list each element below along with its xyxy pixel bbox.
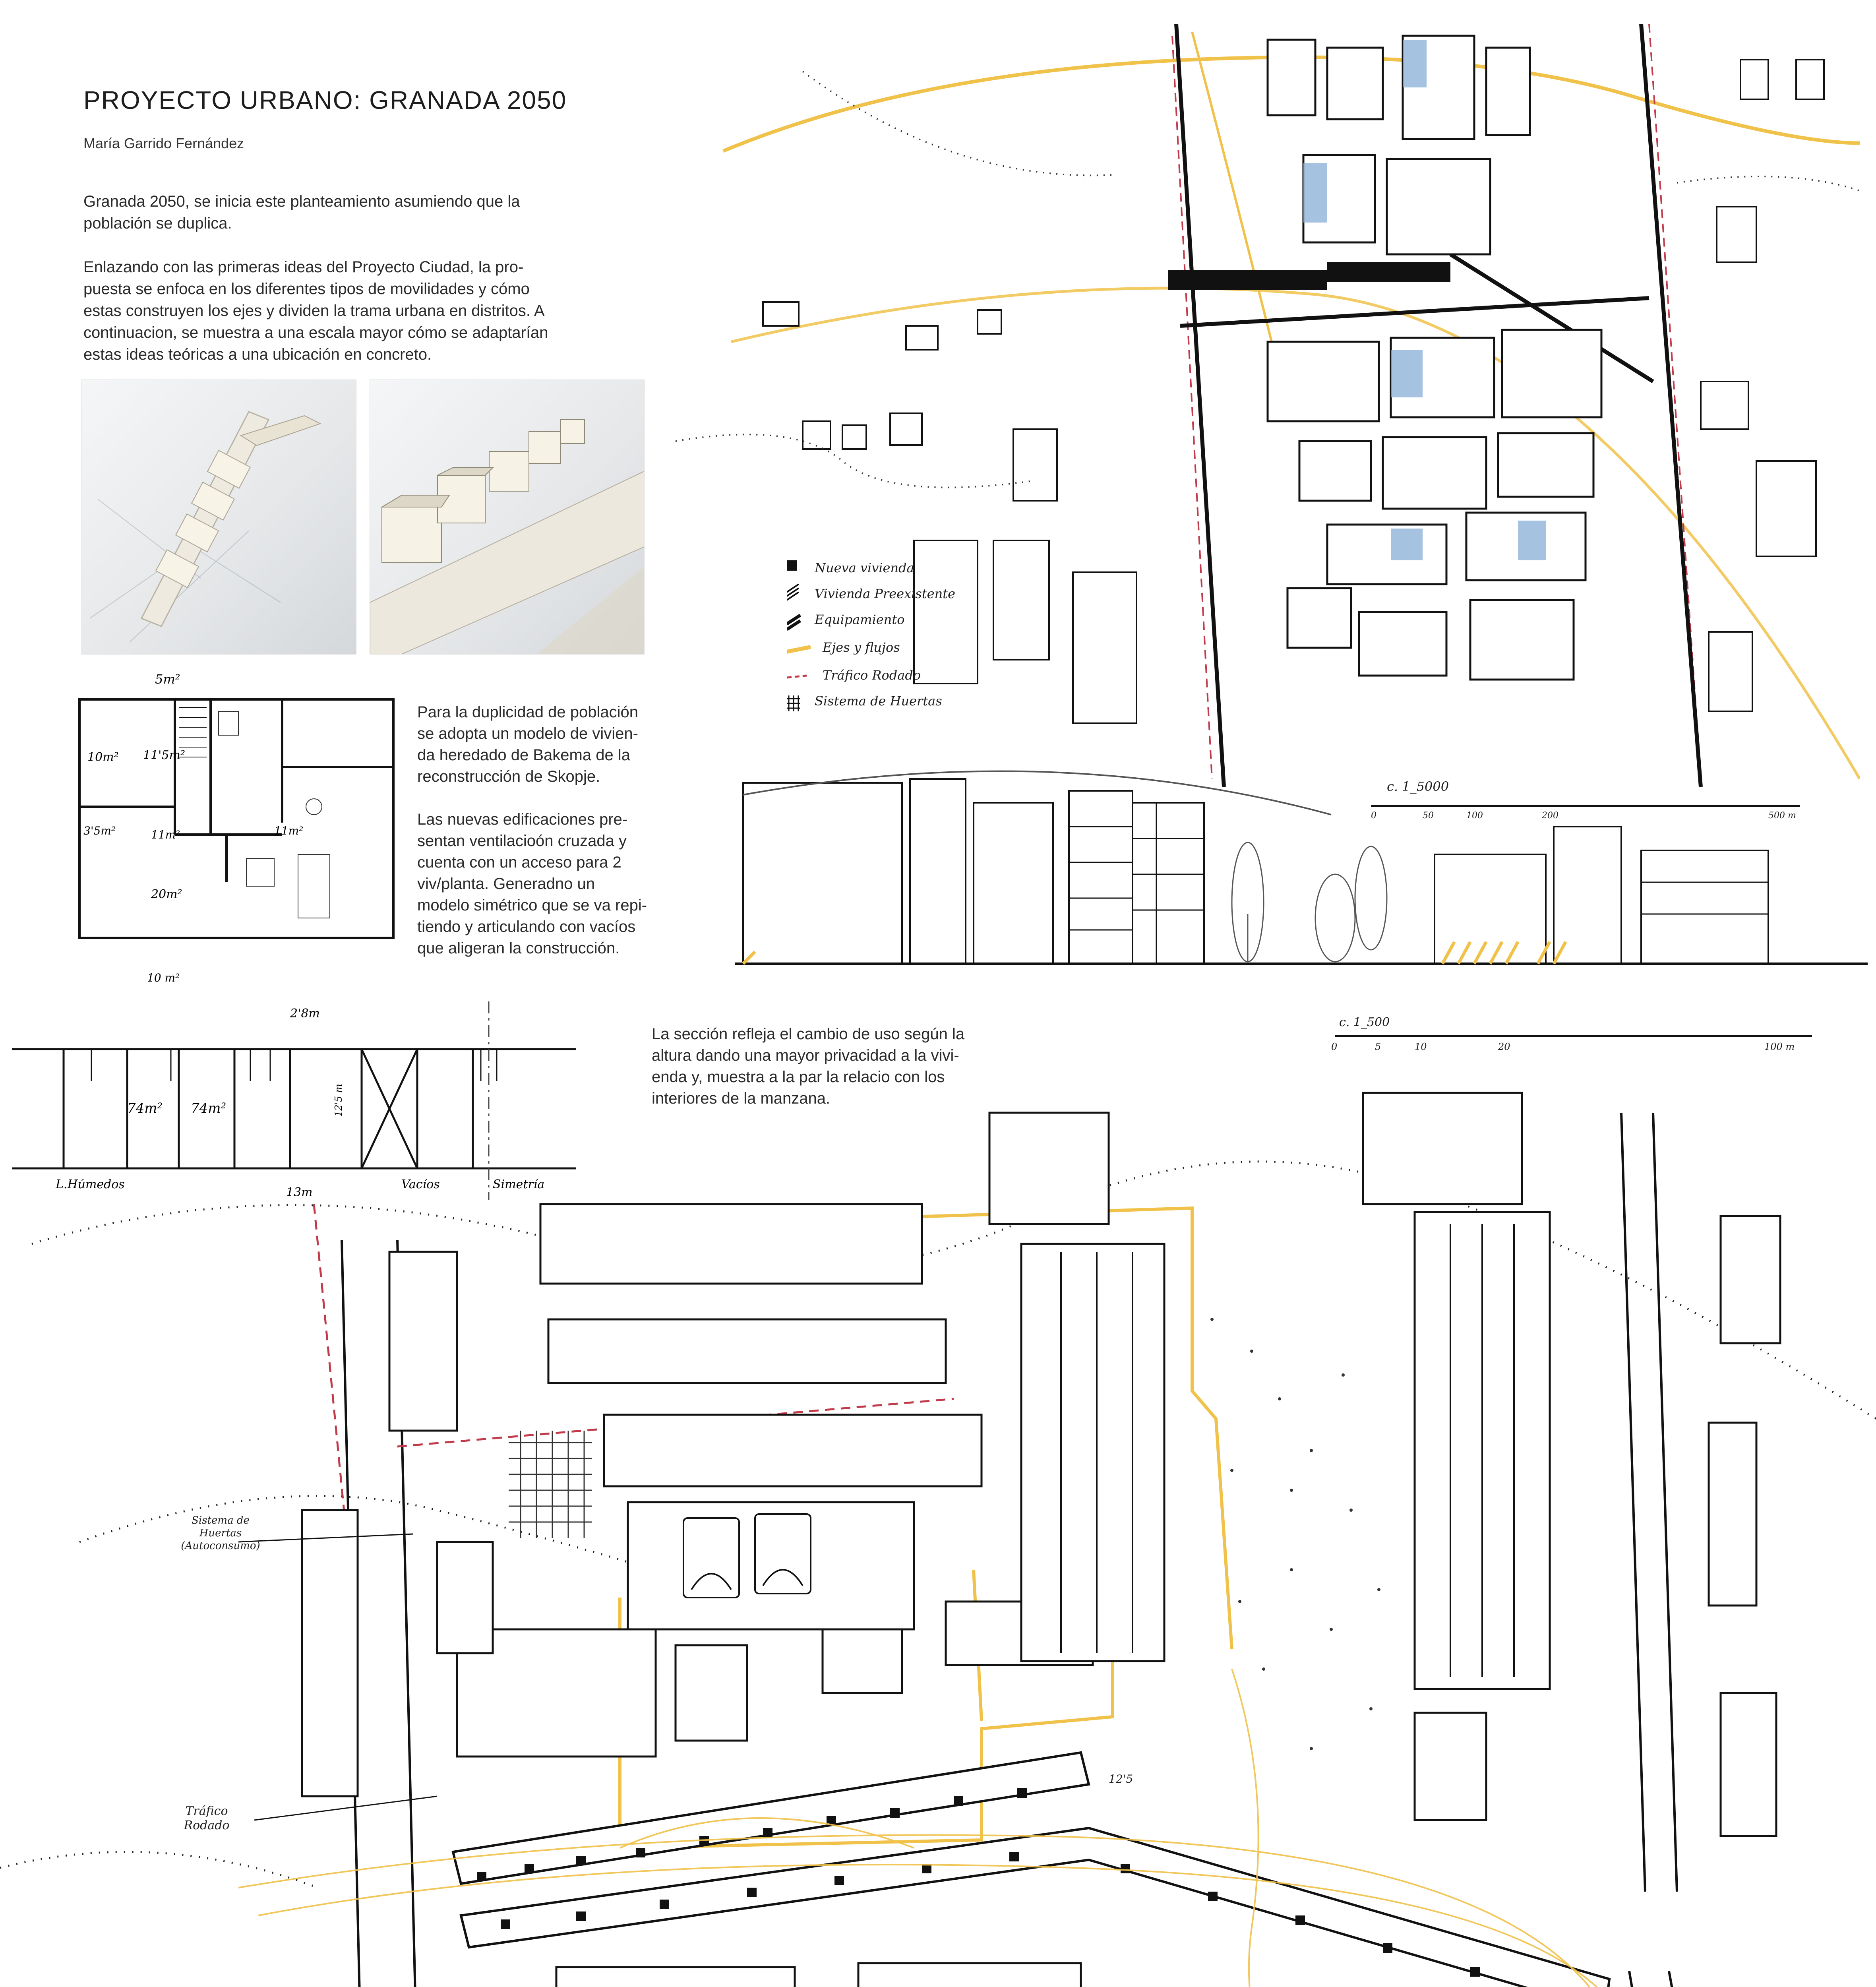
legend-label-3: Equipamiento <box>815 612 905 627</box>
grid-icon <box>787 695 800 711</box>
floorplan-area-4: 11m² <box>151 828 180 841</box>
housing-text: Para la duplicidad de población se adopta un modelo de vivien- da heredado de Bakema de la reconstrucción de Skopje. Las nuevas edificaciones pre- sentan ventilacioón cruzada y cuenta con un acceso para 2 viv/planta. Generadno un modelo simétrico que se va repi- tiendo y articulando con vacíos que aligeran la construcción. <box>417 703 647 957</box>
floorplan-top-dim: 5m² <box>155 672 180 687</box>
floorplan-area-5: 11m² <box>274 824 304 837</box>
red-line-icon <box>787 676 807 678</box>
section-text: La sección refleja el cambio de uso según la altura dando una mayor privacidad a la vivi- enda y, muestra a la par la relacio con los interiores de la manzana. <box>652 1025 965 1107</box>
page-title: PROYECTO URBANO: GRANADA 2050 <box>83 86 567 114</box>
trafico-label: Tráfico Rodado <box>184 1804 230 1832</box>
floor-plan-drawing <box>60 668 417 993</box>
module-voids-label: Vacíos <box>401 1177 440 1191</box>
module-area-2: 74m² <box>191 1100 227 1116</box>
legend-label-5: Tráfico Rodado <box>823 668 921 683</box>
author-name: María Garrido Fernández <box>83 135 244 151</box>
map-legend <box>787 556 1033 729</box>
legend-label-4: Ejes y flujos <box>823 640 900 655</box>
floorplan-area-2: 11'5m² <box>143 748 185 762</box>
legend-label-6: Sistema de Huertas <box>815 693 942 709</box>
legend-label-2: Vivienda Preexistente <box>815 586 955 601</box>
floorplan-area-6: 20m² <box>151 887 182 901</box>
module-dim-bottom: 13m <box>286 1185 313 1199</box>
scale-bar-middle: c. 1_500 0 5 10 20 100 m <box>1331 1015 1820 1067</box>
module-wet-label: L.Húmedos <box>56 1177 125 1191</box>
intro-text: Granada 2050, se inicia este planteamiento asumiendo que la población se duplica. Enlazando con las primeras ideas del Proyecto Ciudad, la pro- puesta se enfoca en los diferentes tipos de movilidades y cómo estas construyen los ejes y dividen la trama urbana en distritos. A continuacion, se muestra a una escala mayor cómo se adaptarían estas ideas teóricas a una ubicación en concreto. <box>83 193 548 363</box>
scale-bar-top: c. 1_5000 0 50 100 200 500 m <box>1371 779 1816 842</box>
floorplan-area-3: 3'5m² <box>83 824 116 837</box>
module-area-1: 74m² <box>127 1100 163 1116</box>
floorplan-area-1: 10m² <box>87 750 119 764</box>
module-dim-side: 12'5 m <box>333 1084 344 1117</box>
yellow-line-icon <box>787 647 811 652</box>
legend-label-1: Nueva vivienda <box>815 560 914 575</box>
huertas-label: Sistema de Huertas (Autoconsumo) <box>181 1514 260 1552</box>
thick-hatch-icon <box>787 615 800 629</box>
model-photo-1 <box>81 380 356 655</box>
axis-dim-label: 12'5 <box>1109 1772 1133 1786</box>
model-photo-2 <box>370 380 645 655</box>
urban-map-1-2000 <box>0 1073 1876 1987</box>
filled-square-icon <box>787 560 797 571</box>
floorplan-bottom-dim: 10 m² <box>147 971 180 984</box>
diagonal-hatch-icon <box>787 584 799 600</box>
module-dim-top: 2'8m <box>290 1007 320 1021</box>
module-symmetry-label: Simetría <box>493 1177 545 1191</box>
